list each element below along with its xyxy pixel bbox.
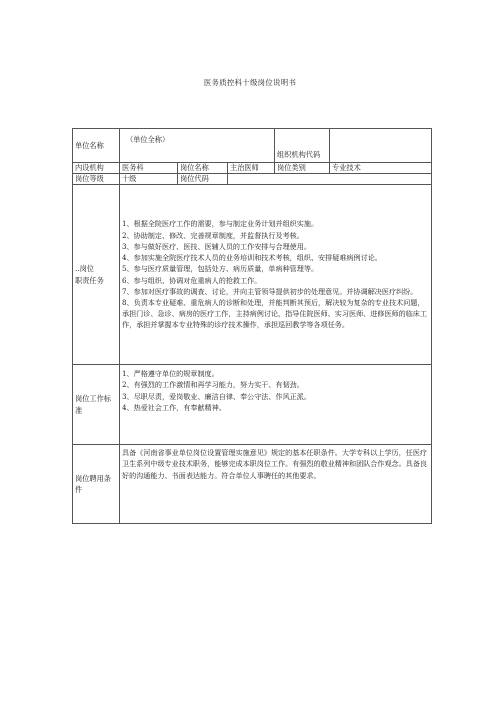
duty-item: 8、负责本专业疑难、重危病人的诊断和处理，并能判断其预后，解决较为复杂的专业技术问题，承担门诊、急诊、病房的医疗工作，主持病例讨论，指导住院医师、实习医师、进修医师的临床工作，承担并掌握本专业特殊的诊疗技术操作，承担巡回教学等各项任务。 xyxy=(122,297,428,330)
unit-name-label: 单位名称 xyxy=(73,129,120,163)
duty-item: 5、参与医疗质量管理，包括处方、病历质量，单病种管理等。 xyxy=(122,264,319,274)
duties-label-line1: 岗位 xyxy=(79,264,94,274)
duties-list xyxy=(122,218,429,330)
org-code-value xyxy=(330,129,432,163)
dept-value: 医务科 xyxy=(120,163,178,174)
grade-value: 十级 xyxy=(120,174,178,185)
duty-item: 1、根据全院医疗工作的需要，参与制定业务计划并组织实施。 xyxy=(122,219,319,229)
row-department xyxy=(73,163,432,174)
document-title: 医务质控科十级岗位说明书 xyxy=(203,78,297,87)
job-description-table xyxy=(72,128,432,524)
standard-item: 4、热爱社会工作，有奉献精神。 xyxy=(122,403,226,413)
post-type-value: 专业技术 xyxy=(330,163,432,174)
standard-item: 1、严格遵守单位的规章制度。 xyxy=(122,369,219,378)
standard-item: 3、尽职尽责，爱岗敬业、廉洁自律、奉公守法、作风正派。 xyxy=(122,391,311,401)
row-duties xyxy=(73,185,432,365)
duty-item: 6、参与组织、协调对危重病人的抢救工作。 xyxy=(122,275,262,285)
duties-label xyxy=(73,185,120,365)
hiring-label: 岗位聘用条件 xyxy=(73,445,120,524)
grade-label: 岗位等级 xyxy=(73,174,120,185)
post-code-label: 岗位代码 xyxy=(178,174,228,185)
post-type-label: 岗位类别 xyxy=(275,163,330,174)
dept-label: 内设机构 xyxy=(73,163,120,174)
duty-item: 4、参加实施全院医疗技术人员的业务培训和技术考核，组织、安排疑难病例讨论。 xyxy=(122,253,382,263)
duty-item: 7、参加对医疗事故的调查、讨论，并向主管领导提供初步的处理意见。并协调解决医疗纠纷。 xyxy=(122,286,418,296)
standard-item: 2、有强烈的工作激情和再学习能力，努力实干、有韧劲。 xyxy=(122,380,304,390)
standards-content xyxy=(120,365,432,445)
duty-item: 2、协助制定、修改、完善规章制度，并监督执行及考核。 xyxy=(122,230,304,240)
unit-name-value: （单位全称） xyxy=(120,129,275,163)
duties-label-prefix: .. xyxy=(75,264,80,274)
standards-label: 岗位工作标准 xyxy=(73,365,120,445)
row-unit xyxy=(73,129,432,163)
post-name-value: 主治医师 xyxy=(228,163,275,174)
post-code-value xyxy=(228,174,432,185)
row-standards xyxy=(73,365,432,445)
row-hiring xyxy=(73,445,432,524)
duty-item: 3、参与做好医疗、医技、医辅人员的工作安排与合理使用。 xyxy=(122,241,311,251)
org-code-label: 组织机构代码 xyxy=(275,129,330,163)
row-grade xyxy=(73,174,432,185)
duties-label-line2: 职责任务 xyxy=(75,275,104,285)
duties-content xyxy=(120,185,432,365)
standards-list xyxy=(122,368,429,413)
post-name-label: 岗位名称 xyxy=(178,163,228,174)
hiring-content: 具备《河南省事业单位岗位设置管理实施意见》规定的基本任职条件。大学专科以上学历，任医疗卫生系列中级专业技术职务，能够完成本职岗位工作。有强烈的敬业精神和团队合作观念。具备良好的沟通能力、书面表达能力。符合单位人事聘任的其他要求。 xyxy=(120,445,432,524)
